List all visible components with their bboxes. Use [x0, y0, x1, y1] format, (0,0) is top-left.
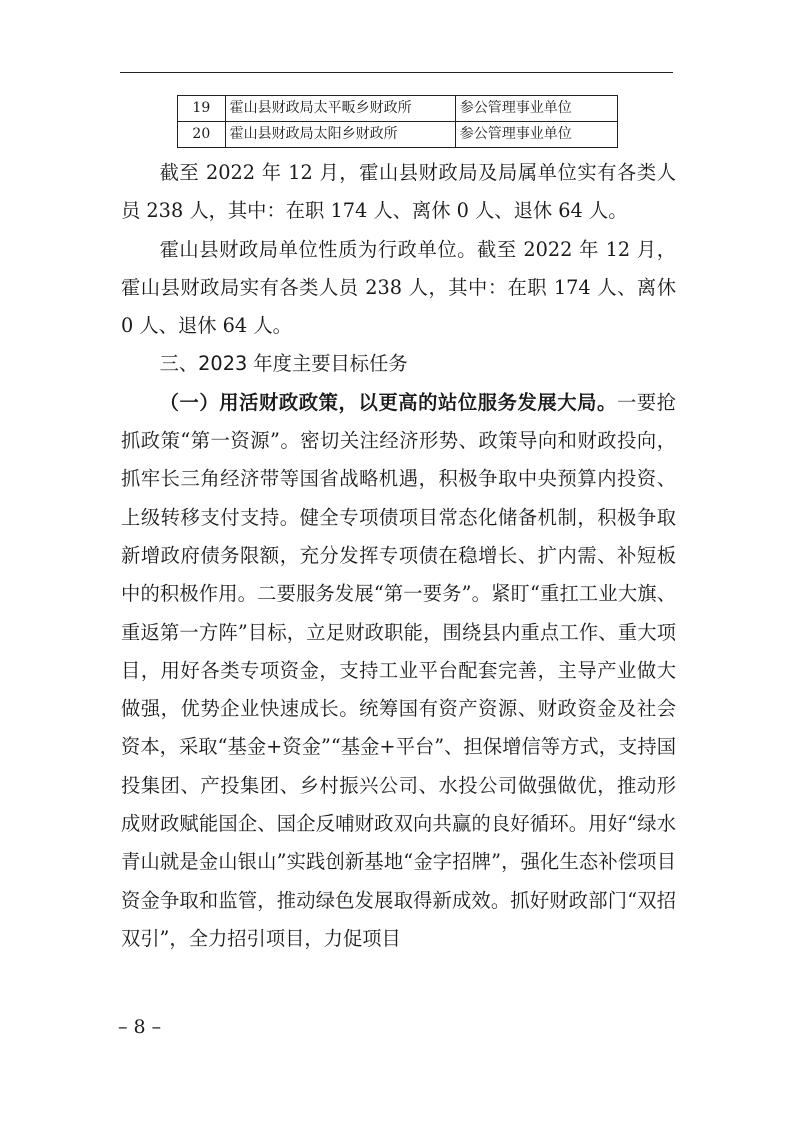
page-number: – 8 – — [118, 1016, 162, 1038]
unit-table — [177, 95, 618, 148]
section-heading: 三、2023 年度主要目标任务 — [159, 352, 408, 376]
paragraph-fiscal-policy — [121, 384, 676, 958]
unit-type: 参公管理事业单位 — [455, 96, 617, 122]
paragraph-staff-total: 截至 2022 年 12 月，霍山县财政局及局属单位实有各类人员 238 人，其中：在职 174 人、离休 0 人、退休 64 人。 — [121, 161, 676, 223]
paragraph-unit-nature: 霍山县财政局单位性质为行政单位。截至 2022 年 12 月，霍山县财政局实有各类人员 238 人，其中：在职 174 人、离休 0 人、退休 64 人。 — [121, 237, 676, 338]
unit-type: 参公管理事业单位 — [455, 122, 617, 148]
unit-name: 霍山县财政局太平畈乡财政所 — [225, 96, 455, 122]
table-row — [178, 122, 618, 148]
table-row — [178, 96, 618, 122]
row-number: 20 — [178, 122, 226, 148]
row-number: 19 — [178, 96, 226, 122]
document-body — [121, 154, 676, 958]
paragraph-body: 一要抢抓政策“第一资源”。密切关注经济形势、政策导向和财政投向，抓牢长三角经济带等国省战略机遇，积极争取中央预算内投资、上级转移支付支持。健全专项债项目常态化储备机制，积极争取新增政府债务限额，充分发挥专项债在稳增长、扩内需、补短板中的积极作用。二要服务发展“第一要务”。紧盯“重扛工业大旗、重返第一方阵”目标，立足财政职能，围绕县内重点工作、重大项目，用好各类专项资金，支持工业平台配套完善，主导产业做大做强，优势企业快速成长。统筹国有资产资源、财政资金及社会资本，采取“基金+资金”“基金+平台”、担保增信等方式，支持国投集团、产投集团、乡村振兴公司、水投公司做强做优，推动形成财政赋能国企、国企反哺财政双向共赢的良好循环。用好“绿水青山就是金山银山”实践创新基地“金字招牌”，强化生态补偿项目资金争取和监管，推动绿色发展取得新成效。抓好财政部门“双招双引”，全力招引项目，力促项目 — [121, 390, 677, 950]
subsection-title: （一）用活财政政策，以更高的站位服务发展大局。 — [159, 390, 617, 414]
header-rule — [120, 72, 673, 73]
unit-name: 霍山县财政局太阳乡财政所 — [225, 122, 455, 148]
